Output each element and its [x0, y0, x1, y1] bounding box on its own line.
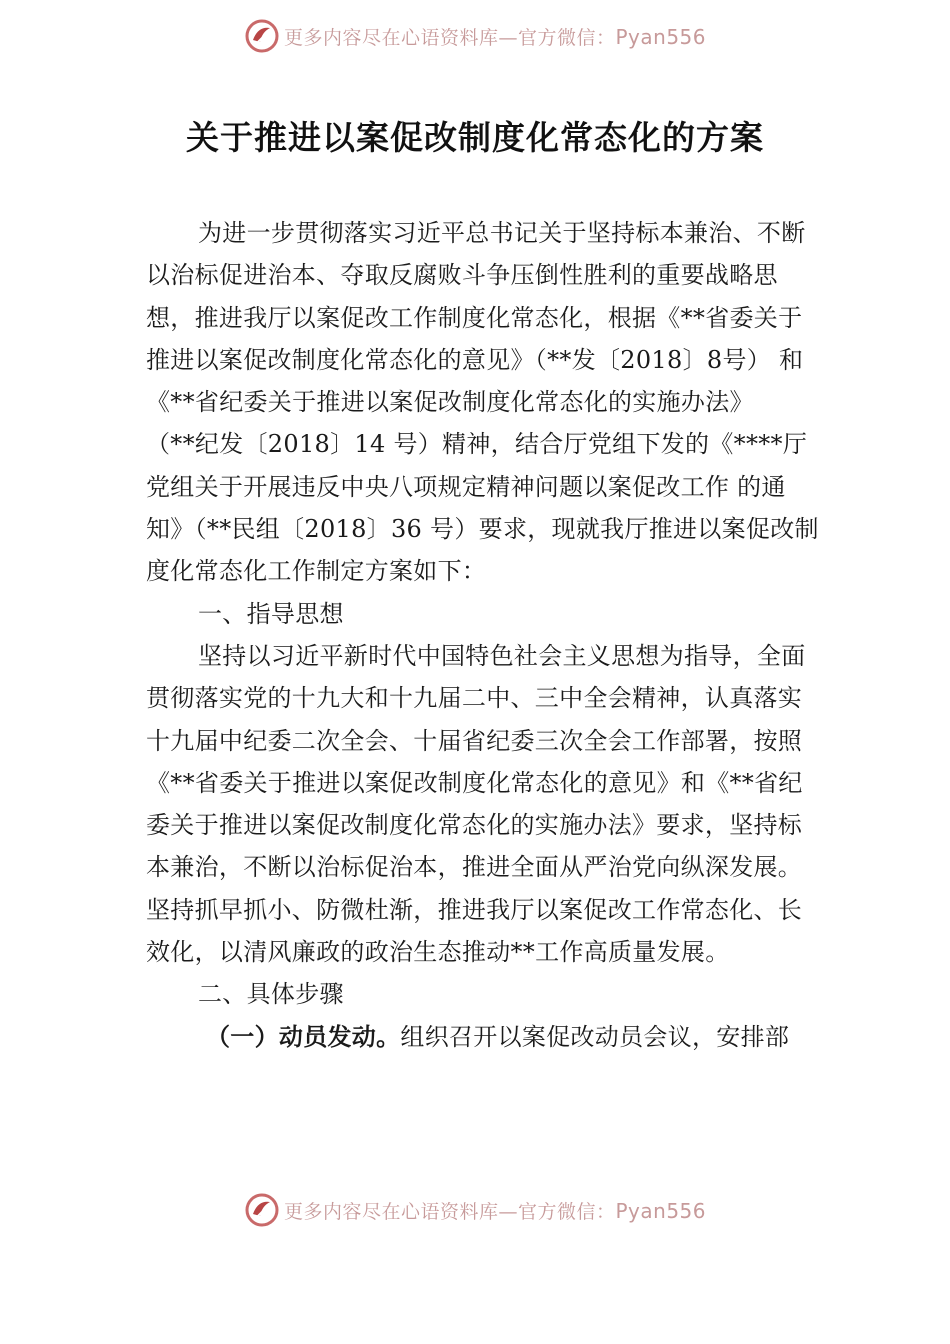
- watermark-text-cn: 更多内容尽在心语资料库—官方微信：: [283, 26, 616, 49]
- step-item-mobilization: [146, 1016, 822, 1058]
- watermark-text-cn: 更多内容尽在心语资料库—官方微信：: [283, 1200, 616, 1223]
- step-label: （一）动员发动。: [206, 1022, 401, 1051]
- watermark-text: [284, 23, 706, 50]
- document-title: 关于推进以案促改制度化常态化的方案: [186, 118, 764, 157]
- watermark-logo-icon: [244, 18, 280, 54]
- section-paragraph-guiding-thought: 坚持以习近平新时代中国特色社会主义思想为指导，全面贯彻落实党的十九大和十九届二中、三中全会精神，认真落实十九届中纪委二次全会、十届省纪委三次全会工作部署，按照《**省委关于推进以案促改制度化常态化的意见》和《**省纪委关于推进以案促改制度化常态化的实施办法》要求，坚持标本兼治，不断以治标促治本，推进全面从严治党向纵深发展。坚持抓早抓小、防微杜渐，推进我厅以案促改工作常态化、长效化，以清风廉政的政治生态推动**工作高质量发展。: [146, 641, 806, 967]
- watermark-banner-bottom: [0, 1190, 950, 1230]
- watermark-text-id: Pyan556: [615, 24, 707, 49]
- watermark-logo-icon: [244, 1192, 280, 1228]
- watermark-text-id: Pyan556: [615, 1198, 707, 1223]
- section-heading-specific-steps: 二、具体步骤: [198, 980, 344, 1009]
- intro-paragraph: 为进一步贯彻落实习近平总书记关于坚持标本兼治、不断以治标促进治本、夺取反腐败斗争压倒性胜利的重要战略思想，推进我厅以案促改工作制度化常态化，根据《**省委关于推进以案促改制度化常态化的意见》（**发〔2018〕8号） 和《**省纪委关于推进以案促改制度化常态化的实施办法》: [146, 219, 806, 417]
- intro-continuation: （**纪发〔2018〕14 号）精神，结合厅党组下发的《****厅党组关于开展违反中央八项规定精神问题以案促改工作 的通知》（**民组〔2018〕36 号）要求，现就我厅推进以案促改制度化常态化工作制定方案如下：: [146, 430, 819, 586]
- step-text: 组织召开以案促改动员会议，安排部: [400, 1022, 790, 1051]
- document-body: [146, 212, 822, 1058]
- watermark-banner-top: [0, 16, 950, 56]
- section-heading-guiding-thought: 一、指导思想: [198, 599, 344, 628]
- watermark-text: [284, 1197, 706, 1224]
